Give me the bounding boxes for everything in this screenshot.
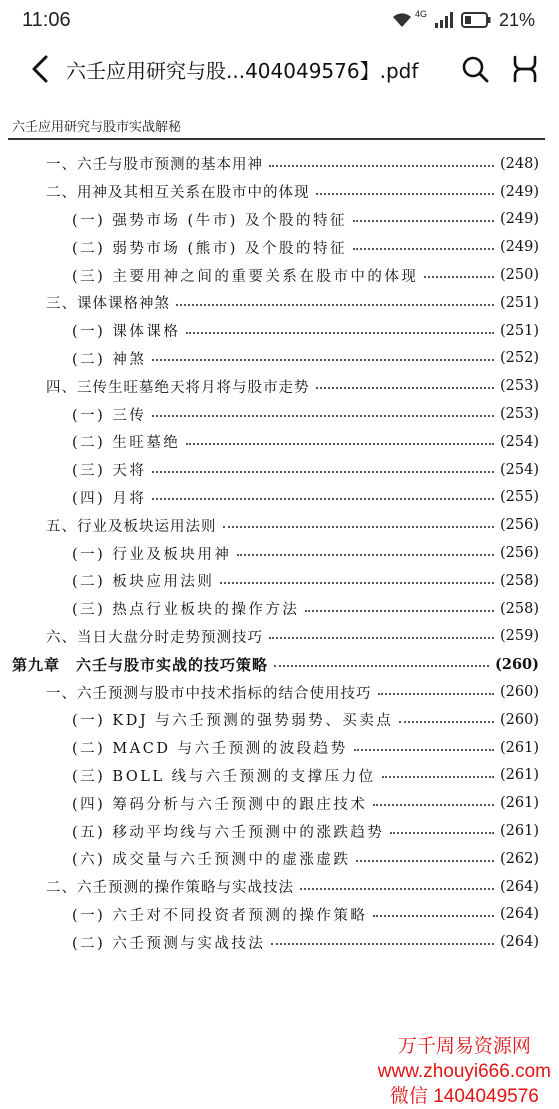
- toc-entry-title: (二) 神煞: [72, 351, 147, 368]
- toc-entry-title: (三) 天将: [72, 463, 147, 480]
- toc-entry-page: (256): [500, 517, 539, 534]
- toc-entry[interactable]: [0, 456, 559, 484]
- toc-entry-title: (四) 筹码分析与六壬预测中的跟庄技术: [72, 796, 368, 813]
- toc-entry-page: (256): [500, 545, 539, 562]
- table-of-contents: [0, 150, 559, 956]
- toc-entry-title: (三) 主要用神之间的重要关系在股市中的体现: [72, 268, 419, 285]
- watermark-url: www.zhouyi666.com: [377, 1061, 551, 1082]
- wifi-icon: [391, 11, 413, 29]
- toc-entry[interactable]: [0, 289, 559, 317]
- battery-percent: 21%: [498, 9, 535, 30]
- toc-entry-page: (258): [500, 600, 539, 617]
- expand-icon: [511, 55, 539, 83]
- toc-leader-dots: [316, 387, 495, 389]
- toc-entry[interactable]: [0, 789, 559, 817]
- toc-leader-dots: [378, 693, 495, 695]
- toc-entry[interactable]: [0, 372, 559, 400]
- toc-entry-page: (260): [500, 711, 539, 728]
- toc-entry-title: (一) 三传: [72, 407, 147, 424]
- toc-entry-page: (249): [500, 211, 539, 228]
- toc-entry[interactable]: [0, 150, 559, 178]
- toc-entry-page: (251): [500, 322, 539, 339]
- toc-entry-page: (260): [495, 655, 539, 673]
- toc-leader-dots: [152, 498, 494, 500]
- toc-entry-title: 六、当日大盘分时走势预测技巧: [46, 629, 263, 646]
- toc-entry-title: (二) MACD 与六壬预测的波段趋势: [72, 741, 348, 758]
- toc-entry-page: (258): [500, 572, 539, 589]
- toc-entry-title: 二、六壬预测的操作策略与实战技法: [46, 880, 294, 897]
- watermark-contact: 微信 1404049576: [389, 1086, 539, 1107]
- toc-entry-page: (255): [500, 489, 539, 506]
- toc-entry[interactable]: [0, 539, 559, 567]
- toc-entry-title: 五、行业及板块运用法则: [46, 518, 217, 535]
- toc-entry-title: 二、用神及其相互关系在股市中的体现: [46, 185, 310, 202]
- toc-entry[interactable]: [0, 901, 559, 929]
- status-bar: [0, 0, 559, 40]
- toc-entry[interactable]: [0, 845, 559, 873]
- toc-entry-title: (三) 热点行业板块的操作方法: [72, 602, 300, 619]
- toc-entry-title: 三、课体课格神煞: [46, 296, 170, 313]
- toc-entry[interactable]: [0, 595, 559, 623]
- toc-entry-page: (249): [500, 239, 539, 256]
- toc-entry-page: (249): [500, 183, 539, 200]
- toc-leader-dots: [269, 637, 494, 639]
- toc-leader-dots: [390, 832, 494, 834]
- toc-entry-page: (248): [500, 155, 539, 172]
- toc-entry-page: (254): [500, 433, 539, 450]
- toc-leader-dots: [152, 471, 494, 473]
- toc-entry[interactable]: [0, 567, 559, 595]
- toc-entry-title: (一) KDJ 与六壬预测的强势弱势、买卖点: [72, 713, 394, 730]
- toc-leader-dots: [152, 415, 494, 417]
- toc-entry-title: (四) 月将: [72, 490, 147, 507]
- toc-leader-dots: [223, 526, 495, 528]
- network-type-label: 4G: [414, 9, 427, 19]
- toc-leader-dots: [220, 582, 494, 584]
- toc-entry-page: (253): [500, 378, 539, 395]
- toc-entry[interactable]: [0, 317, 559, 345]
- toc-entry-page: (264): [500, 878, 539, 895]
- toc-leader-dots: [269, 165, 494, 167]
- toc-entry-page: (253): [500, 406, 539, 423]
- toc-entry-title: (一) 六壬对不同投资者预测的操作策略: [72, 907, 368, 924]
- signal-icon: [435, 12, 453, 28]
- toc-entry-title: (一) 课体课格: [72, 324, 181, 341]
- toc-leader-dots: [399, 721, 494, 723]
- toc-entry[interactable]: [0, 734, 559, 762]
- toc-entry[interactable]: [0, 345, 559, 373]
- toc-leader-dots: [186, 332, 494, 334]
- status-time: 11:06: [22, 8, 71, 31]
- toc-entry[interactable]: [0, 623, 559, 651]
- toc-leader-dots: [176, 304, 494, 306]
- back-button[interactable]: [22, 51, 58, 87]
- toc-leader-dots: [382, 776, 494, 778]
- toc-entry-page: (259): [500, 628, 539, 645]
- toc-entry[interactable]: [0, 762, 559, 790]
- toc-entry-title: 四、三传生旺墓绝天将月将与股市走势: [46, 379, 310, 396]
- toc-entry[interactable]: [0, 873, 559, 901]
- toc-entry-page: (252): [500, 350, 539, 367]
- toc-leader-dots: [271, 943, 494, 945]
- watermark: [378, 1034, 551, 1109]
- toc-entry-title: (二) 六壬预测与实战技法: [72, 935, 266, 952]
- toc-entry-title: (六) 成交量与六壬预测中的虚涨虚跌: [72, 852, 351, 869]
- chevron-left-icon: [31, 55, 49, 83]
- toc-entry[interactable]: [0, 511, 559, 539]
- toc-leader-dots: [373, 804, 494, 806]
- page-header: 六壬应用研究与股市实战解秘: [12, 120, 182, 135]
- toc-entry-page: (260): [500, 684, 539, 701]
- toc-leader-dots: [354, 749, 494, 751]
- toc-entry-title: (二) 板块应用法则: [72, 574, 215, 591]
- toc-entry-page: (261): [500, 795, 539, 812]
- toc-entry[interactable]: [0, 261, 559, 289]
- toc-entry-title: 一、六壬与股市预测的基本用神: [46, 157, 263, 174]
- toc-entry[interactable]: [0, 678, 559, 706]
- toc-entry-page: (250): [500, 267, 539, 284]
- toc-entry[interactable]: [0, 706, 559, 734]
- toc-entry-title: 第九章 六壬与股市实战的技巧策略: [12, 655, 269, 674]
- toc-entry[interactable]: [0, 206, 559, 234]
- toc-leader-dots: [305, 610, 494, 612]
- toc-entry-title: 一、六壬预测与股市中技术指标的结合使用技巧: [46, 685, 372, 702]
- search-button[interactable]: [455, 49, 495, 89]
- pdf-page: [0, 100, 559, 1107]
- title-bar: [0, 40, 559, 98]
- toc-entry-title: (二) 弱势市场 (熊市) 及个股的特征: [72, 240, 347, 257]
- toc-entry-page: (254): [500, 461, 539, 478]
- toc-entry-page: (262): [500, 850, 539, 867]
- toc-leader-dots: [353, 248, 494, 250]
- toc-entry[interactable]: [0, 484, 559, 512]
- toc-leader-dots: [424, 276, 494, 278]
- toc-entry[interactable]: [0, 178, 559, 206]
- toc-entry-title: (二) 生旺墓绝: [72, 435, 181, 452]
- status-icons: [391, 10, 535, 31]
- toc-leader-dots: [300, 888, 494, 890]
- toc-entry-page: (264): [500, 906, 539, 923]
- toc-leader-dots: [316, 193, 495, 195]
- toc-entry[interactable]: [0, 650, 559, 678]
- watermark-site-name: 万千周易资源网: [397, 1036, 531, 1057]
- toc-leader-dots: [274, 665, 489, 667]
- toc-entry-page: (261): [500, 823, 539, 840]
- toc-leader-dots: [373, 915, 494, 917]
- toc-entry-title: (三) BOLL 线与六壬预测的支撑压力位: [72, 768, 376, 785]
- toc-leader-dots: [237, 554, 494, 556]
- toc-entry[interactable]: [0, 233, 559, 261]
- toc-entry[interactable]: [0, 428, 559, 456]
- battery-icon: [461, 12, 491, 28]
- toc-entry-title: (一) 强势市场 (牛市) 及个股的特征: [72, 212, 347, 229]
- toc-entry[interactable]: [0, 817, 559, 845]
- toc-entry-page: (251): [500, 294, 539, 311]
- toc-leader-dots: [186, 443, 494, 445]
- more-button[interactable]: [505, 49, 545, 89]
- toc-leader-dots: [356, 860, 494, 862]
- toc-leader-dots: [152, 359, 494, 361]
- header-rule: [8, 138, 545, 140]
- toc-entry-title: (五) 移动平均线与六壬预测中的涨跌趋势: [72, 824, 385, 841]
- toc-entry[interactable]: [0, 928, 559, 956]
- toc-entry-page: (261): [500, 739, 539, 756]
- document-title: 六壬应用研究与股...404049576】.pdf: [66, 58, 419, 83]
- toc-entry-page: (264): [500, 934, 539, 951]
- toc-leader-dots: [353, 220, 494, 222]
- search-icon: [461, 55, 489, 83]
- toc-entry-title: (一) 行业及板块用神: [72, 546, 232, 563]
- toc-entry-page: (261): [500, 767, 539, 784]
- toc-entry[interactable]: [0, 400, 559, 428]
